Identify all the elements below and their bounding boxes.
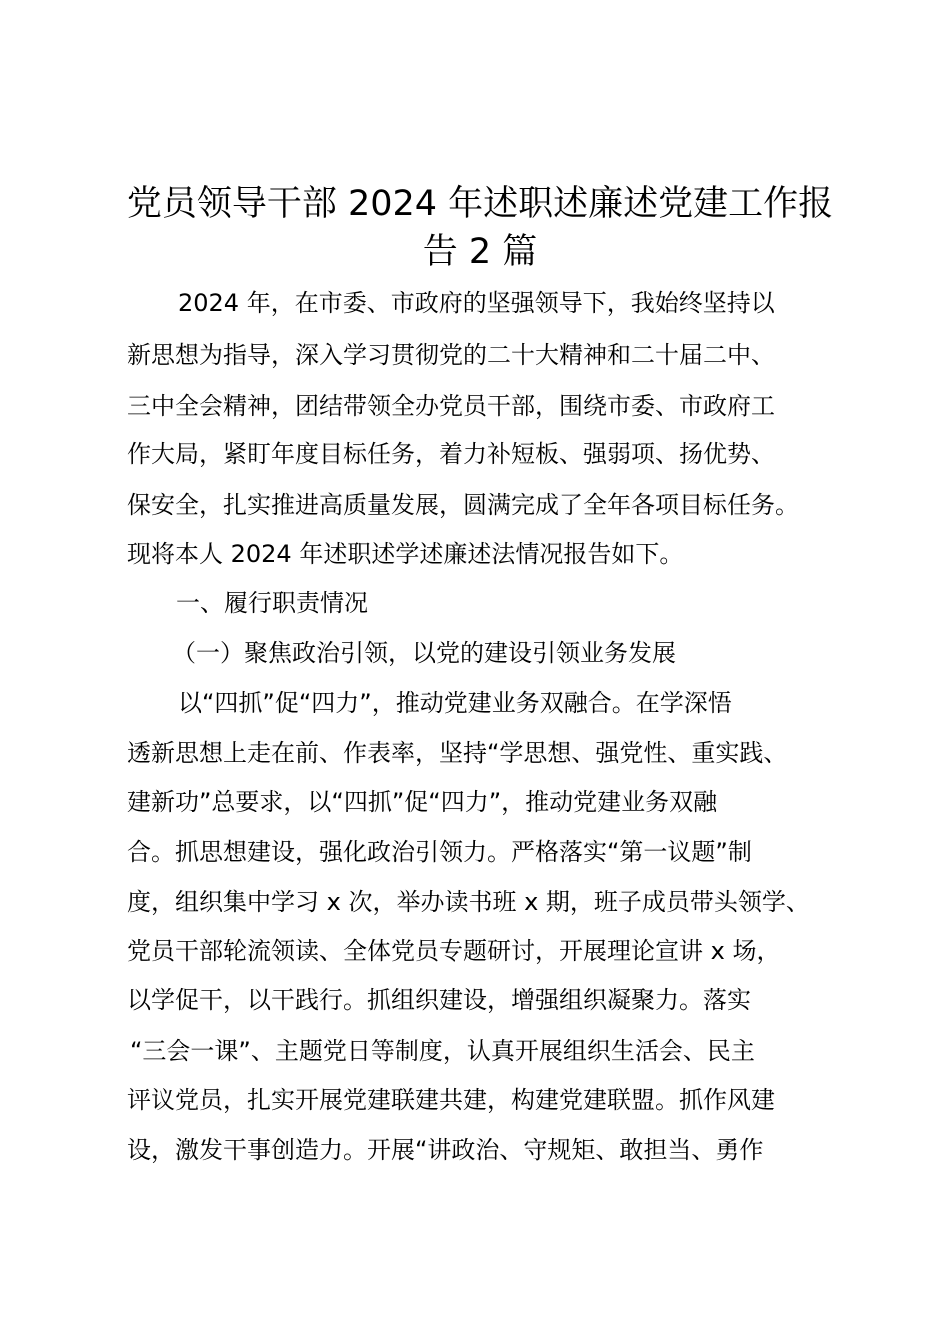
title-line-1: 党员领导干部 2024 年述职述廉述党建工作报: [126, 184, 834, 224]
body-line: 合。抓思想建设，强化政治引领力。严格落实“第一议题”制: [127, 838, 752, 866]
body-line: 三中全会精神，团结带领全办党员干部，围绕市委、市政府工: [127, 392, 775, 420]
document-title: [100, 180, 860, 276]
body-line: 2024 年，在市委、市政府的坚强领导下，我始终坚持以: [178, 289, 775, 317]
body-line: 党员干部轮流领读、全体党员专题研讨，开展理论宣讲 x 场，: [127, 937, 781, 965]
body-line: 以“四抓”促“四力”，推动党建业务双融合。在学深悟: [178, 689, 732, 717]
subsection-heading: （一）聚焦政治引领，以党的建设引领业务发展: [172, 639, 676, 667]
body-line: “三会一课”、主题党日等制度，认真开展组织生活会、民主: [130, 1037, 755, 1065]
body-line: 评议党员，扎实开展党建联建共建，构建党建联盟。抓作风建: [127, 1086, 775, 1114]
body-line: 设，激发干事创造力。开展“讲政治、守规矩、敢担当、勇作: [127, 1136, 764, 1164]
body-line: 建新功”总要求，以“四抓”促“四力”，推动党建业务双融: [127, 788, 718, 816]
section-heading: 一、履行职责情况: [176, 589, 368, 617]
body-line: 透新思想上走在前、作表率，坚持“学思想、强党性、重实践、: [127, 739, 788, 767]
body-line: 作大局，紧盯年度目标任务，着力补短板、强弱项、扬优势、: [127, 440, 775, 468]
body-line: 保安全，扎实推进高质量发展，圆满完成了全年各项目标任务。: [127, 491, 799, 519]
body-line: 现将本人 2024 年述职述学述廉述法情况报告如下。: [127, 540, 684, 568]
body-line: 以学促干，以干践行。抓组织建设，增强组织凝聚力。落实: [127, 986, 751, 1014]
title-line-2: 告 2 篇: [422, 232, 538, 272]
body-line: 新思想为指导，深入学习贯彻党的二十大精神和二十届二中、: [127, 341, 775, 369]
body-line: 度，组织集中学习 x 次，举办读书班 x 期，班子成员带头领学、: [127, 888, 810, 916]
